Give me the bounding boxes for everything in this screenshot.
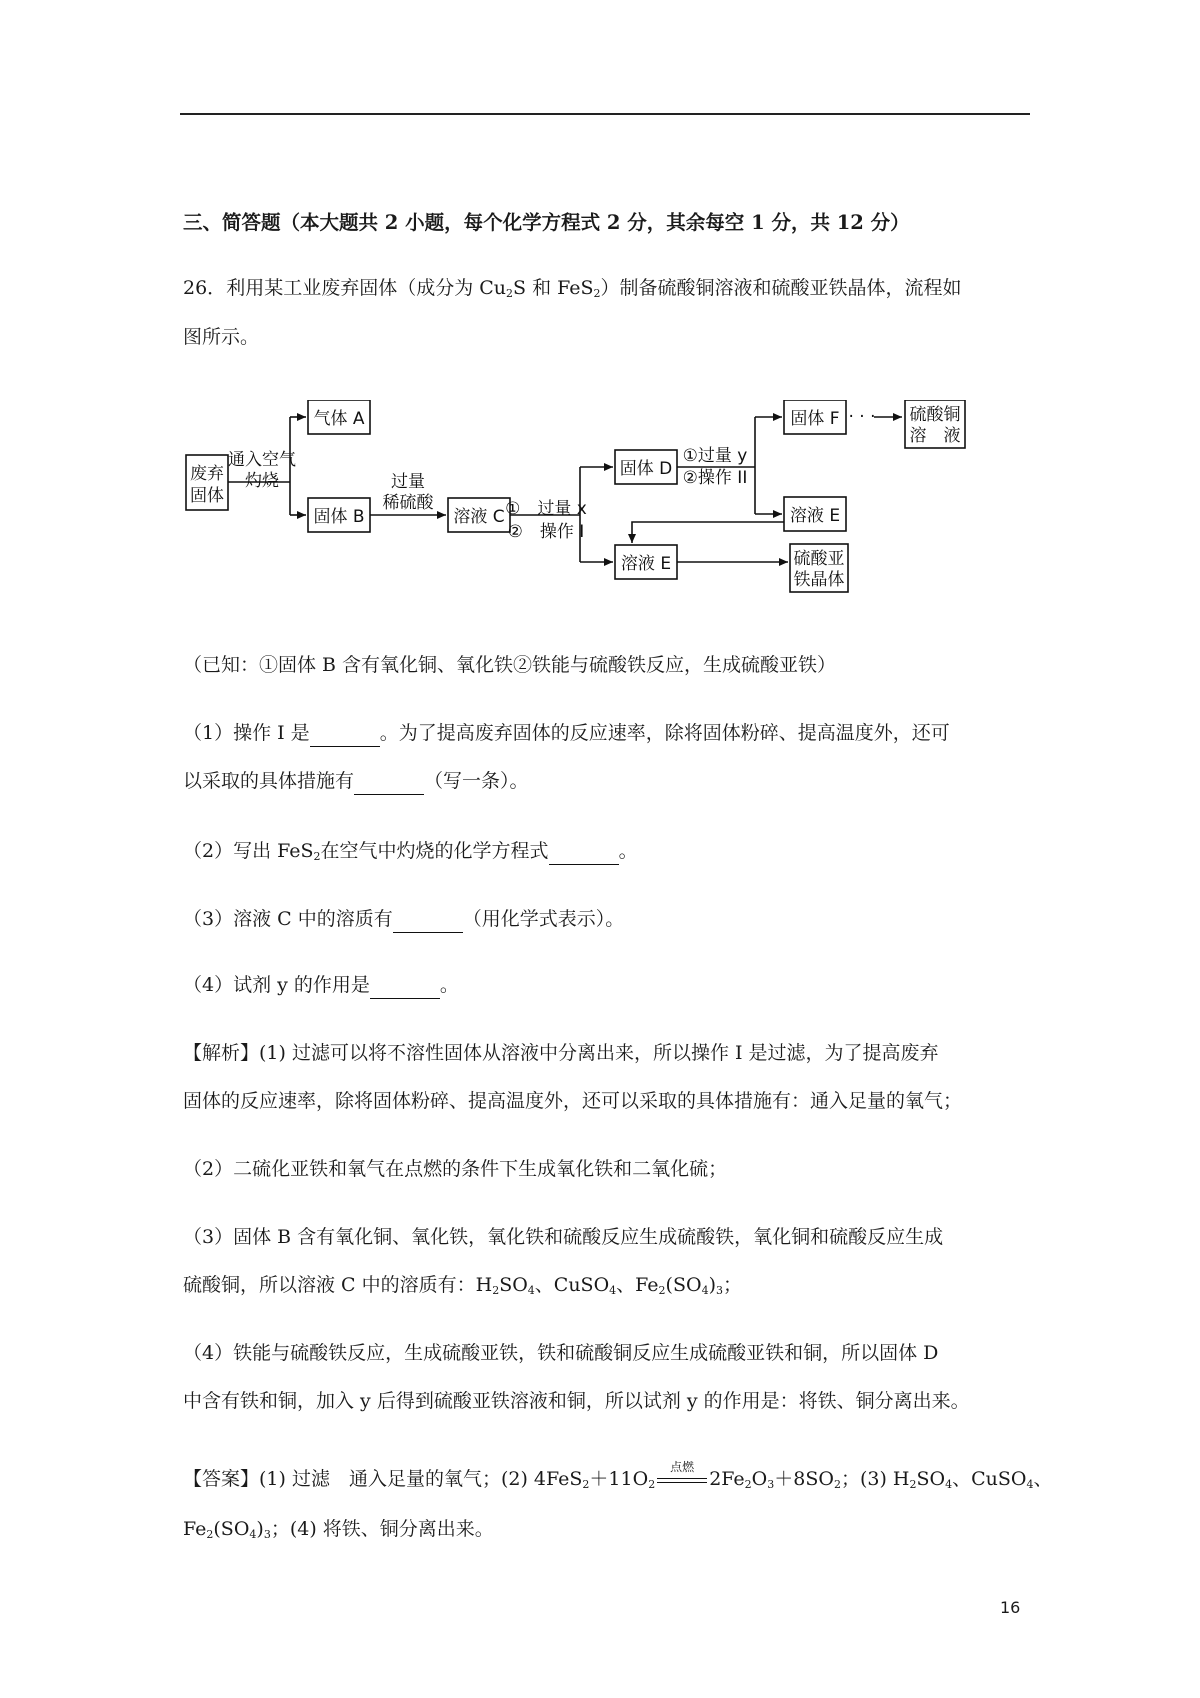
label-solution-c: 溶液 C: [453, 507, 505, 527]
analysis-p2: （2）二硫化亚铁和氧气在点燃的条件下生成氧化铁和二氧化硫；: [183, 1158, 728, 1180]
answer-blank-2[interactable]: [354, 768, 424, 795]
header-rule: [180, 113, 1030, 115]
analysis-p1-line1: 【解析】(1) 过滤可以将不溶性固体从溶液中分离出来，所以操作 I 是过滤，为了提高废弃: [183, 1042, 939, 1064]
label-gas-a: 气体 A: [313, 409, 365, 429]
answer-blank-4[interactable]: [393, 906, 463, 933]
answer-tag: 【答案】: [183, 1468, 260, 1490]
answer-blank-3[interactable]: [549, 838, 619, 865]
subquestion-1-line2: 以采取的具体措施有 （写一条）。: [183, 768, 1043, 795]
label-solution-e-upper: 溶液 E: [789, 506, 841, 526]
label-copper-sulfate-1: 硫酸铜: [909, 405, 961, 425]
answer-line1: 【答案】(1) 过滤 通入足量的氧气；(2) $4FeS_2+11O_2$ 点燃 $2Fe_2O_3+8SO_2$；(3) $H_2SO_4$、CuSO$_4$、: [183, 1460, 1053, 1491]
label-solid-f: 固体 F: [790, 409, 840, 429]
label-step2-1: 过量: [391, 472, 425, 492]
reaction-condition-arrow: [655, 1460, 709, 1492]
label-step1-2: 灼烧: [245, 471, 279, 491]
label-ferrous-sulfate-2: 铁晶体: [793, 570, 845, 590]
section-title: 三、简答题（本大题共 2 小题，每个化学方程式 2 分，其余每空 1 分，共 12 分）: [183, 211, 910, 234]
label-waste-solid-2: 固体: [190, 486, 224, 506]
analysis-p4-line2: 中含有铁和铜，加入 y 后得到硫酸亚铁溶液和铜，所以试剂 y 的作用是：将铁、铜分离出来。: [183, 1390, 970, 1412]
question-stem-line2: 图所示。: [183, 326, 260, 348]
analysis-p4-line1: （4）铁能与硫酸铁反应，生成硫酸亚铁，铁和硫酸铜反应生成硫酸亚铁和铜，所以固体 D: [183, 1342, 939, 1364]
question-number: 26．: [183, 277, 227, 299]
subquestion-3: （3）溶液 C 中的溶质有 （用化学式表示）。: [183, 906, 1043, 933]
label-step4-1: ①过量 y: [682, 446, 748, 466]
label-solution-e-lower: 溶液 E: [620, 554, 672, 574]
label-solid-b: 固体 B: [313, 507, 365, 527]
page-number: 16: [1000, 1598, 1021, 1617]
label-solid-d: 固体 D: [619, 459, 673, 479]
label-step3-2: ② 操作 I: [507, 522, 585, 542]
label-step3-1: ① 过量 x: [505, 499, 587, 519]
label-ferrous-sulfate-1: 硫酸亚: [793, 549, 845, 569]
answer-line2: $Fe_2(SO_4)_3$；(4) 将铁、铜分离出来。: [183, 1518, 494, 1541]
analysis-p3-line1: （3）固体 B 含有氧化铜、氧化铁，氧化铁和硫酸反应生成硫酸铁，氧化铜和硫酸反应生成: [183, 1226, 944, 1248]
question-stem: 26．利用某工业废弃固体（成分为 $Cu_2S$ 和 FeS$_2$）制备硫酸铜溶液和硫酸亚铁晶体，流程如: [183, 277, 962, 300]
process-flow-diagram: [180, 400, 1050, 620]
label-dots: · · ·: [848, 407, 876, 427]
label-step1-1: 通入空气: [228, 450, 296, 470]
subquestion-2: （2）写出 FeS$_2$在空气中灼烧的化学方程式 。: [183, 840, 638, 863]
label-step4-2: ②操作 II: [682, 468, 748, 488]
answer-blank-1[interactable]: [310, 720, 380, 747]
label-copper-sulfate-2: 溶 液: [909, 426, 961, 446]
analysis-tag: 【解析】: [183, 1042, 260, 1064]
subquestion-4: （4）试剂 y 的作用是 。: [183, 972, 1043, 999]
subquestion-1: （1）操作 I 是 。为了提高废弃固体的反应速率，除将固体粉碎、提高温度外，还可: [183, 720, 1043, 747]
answer-blank-5[interactable]: [370, 972, 440, 999]
analysis-p3-line2: 硫酸铜，所以溶液 C 中的溶质有：$H_2SO_4$、CuSO$_4$、$Fe_2(SO_4)_3$；: [183, 1274, 742, 1297]
label-waste-solid-1: 废弃: [190, 464, 224, 484]
known-conditions: （已知：①固体 B 含有氧化铜、氧化铁②铁能与硫酸铁反应，生成硫酸亚铁）: [183, 654, 837, 676]
analysis-p1-line2: 固体的反应速率，除将固体粉碎、提高温度外，还可以采取的具体措施有：通入足量的氧气；: [183, 1090, 963, 1112]
reaction-condition: 点燃: [670, 1460, 695, 1474]
label-step2-2: 稀硫酸: [382, 493, 434, 513]
